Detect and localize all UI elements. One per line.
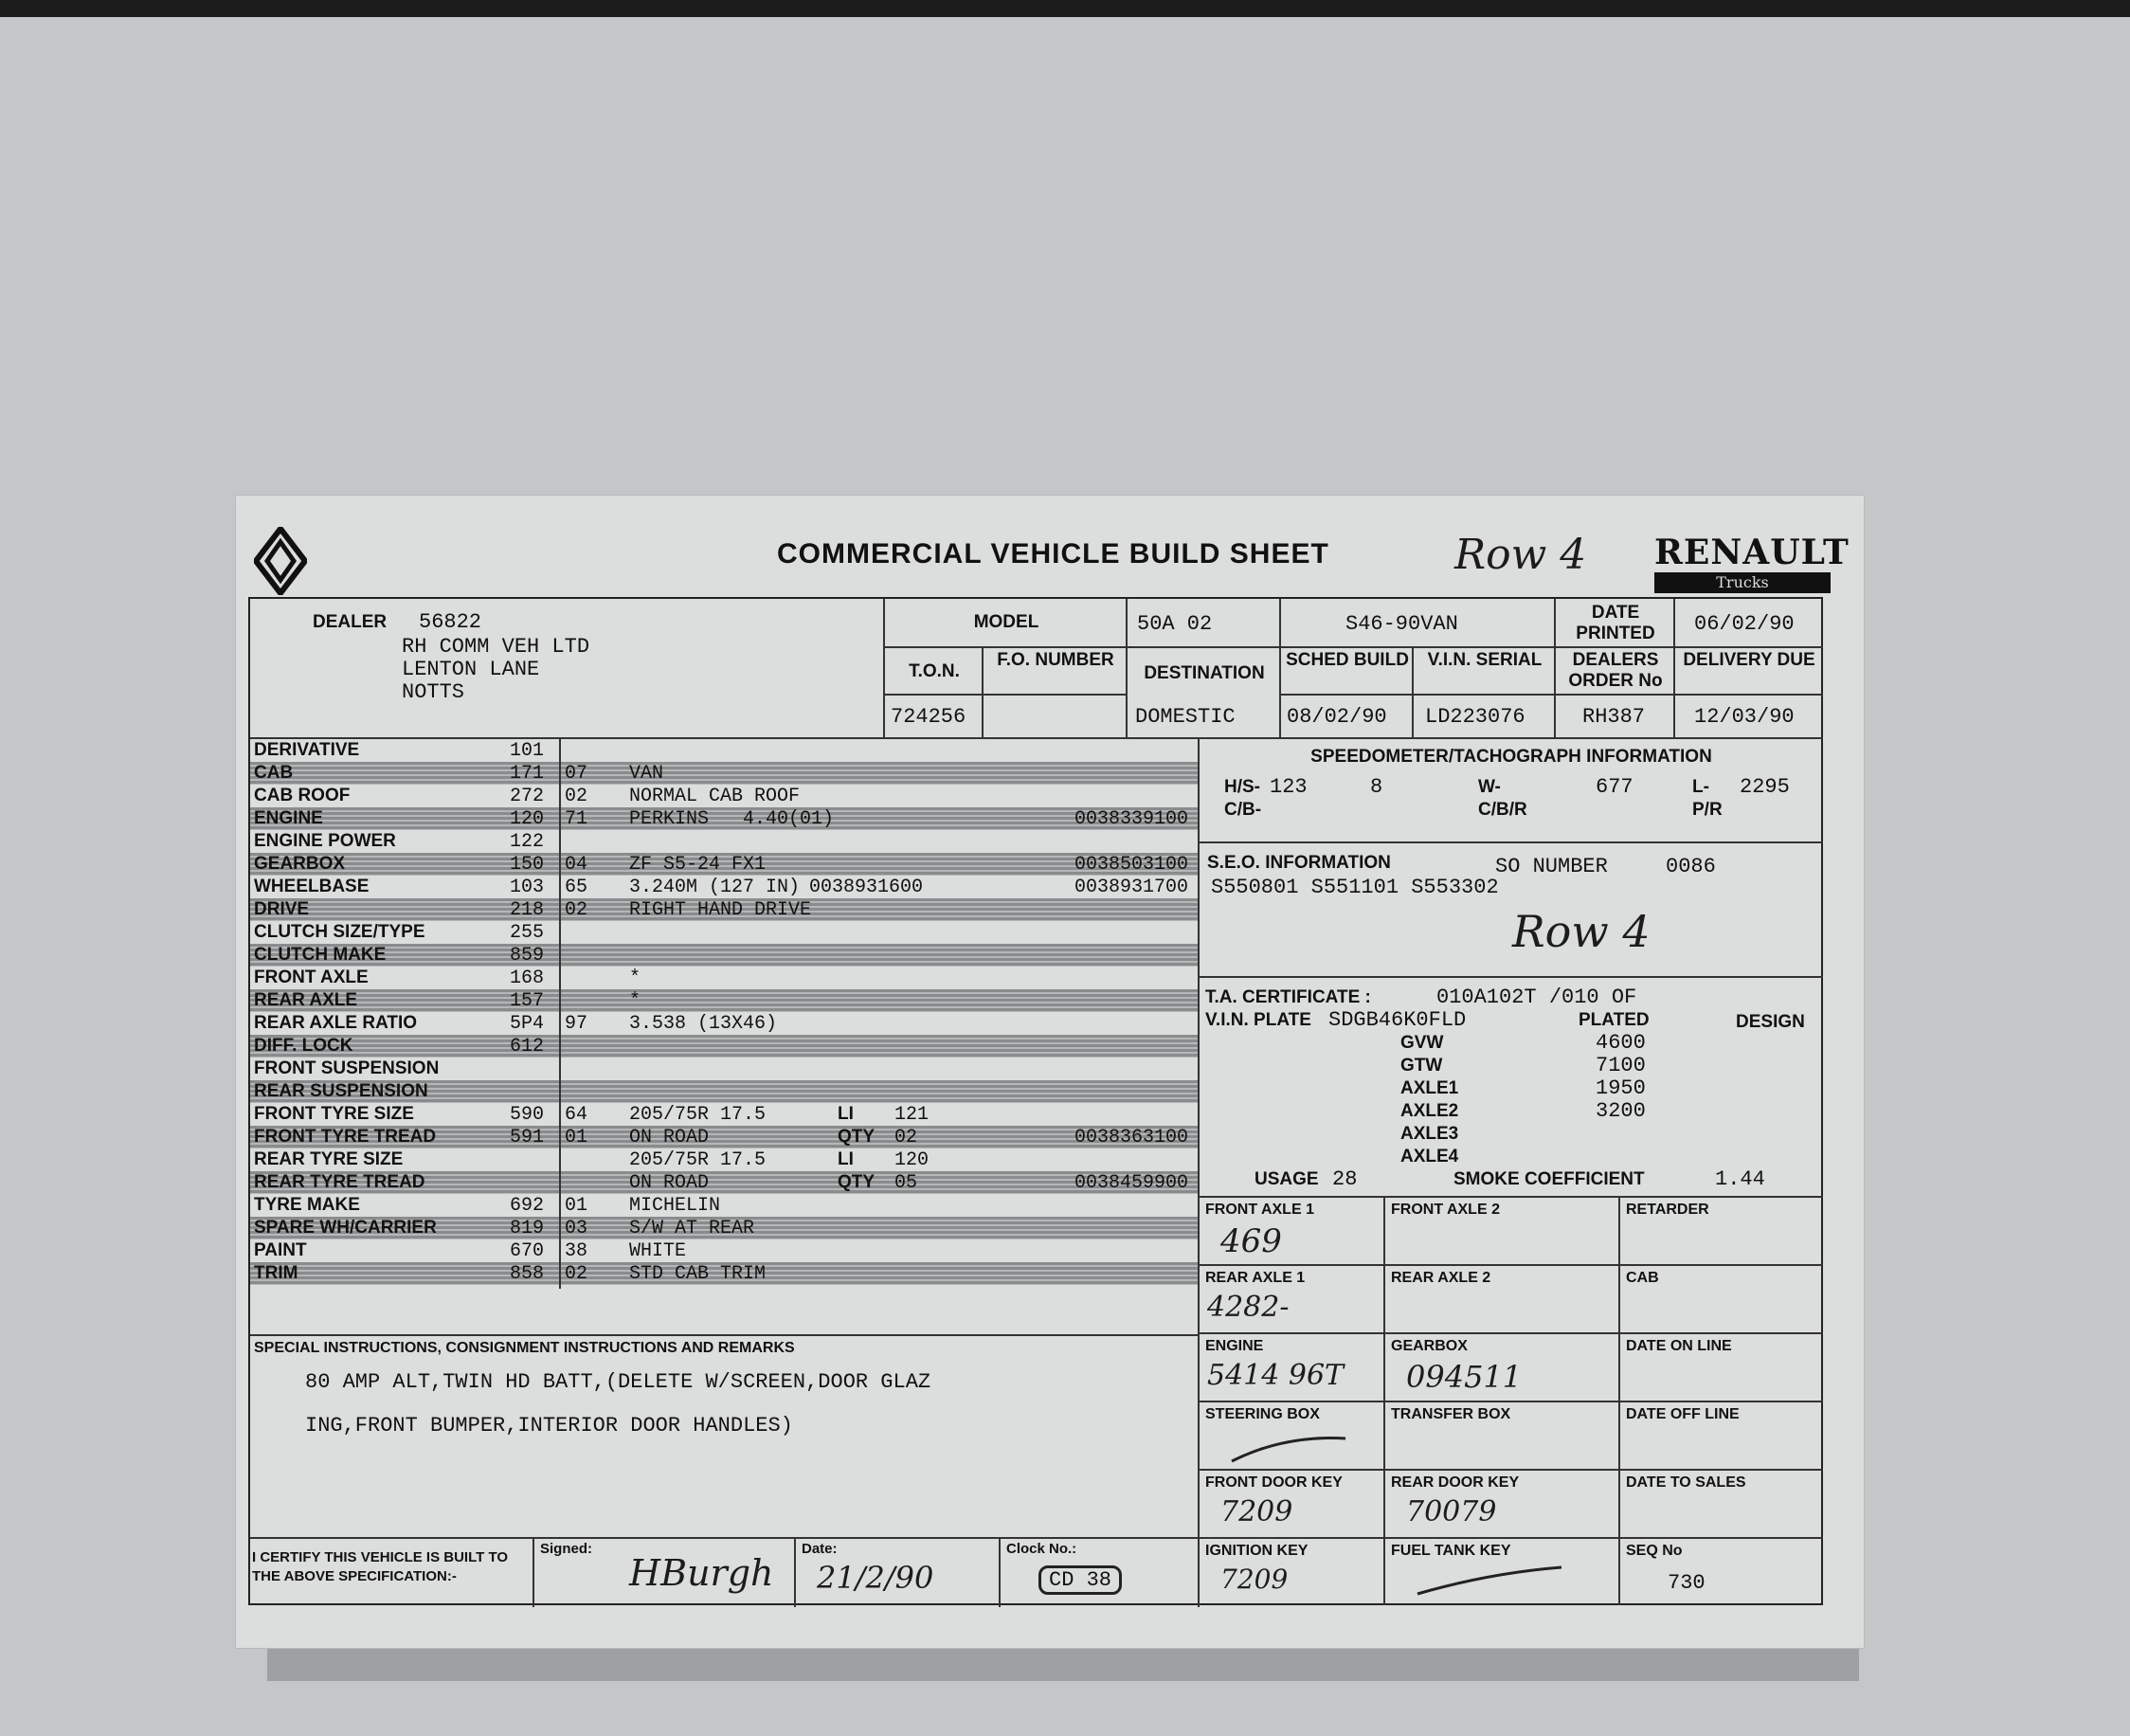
spec-code: 5P4: [509, 1012, 544, 1035]
spec-divider: [559, 739, 561, 1289]
fuel-tank-key-dash-icon: [1414, 1564, 1565, 1598]
speedo-hs: 123: [1270, 775, 1308, 799]
dealer-label: DEALER: [313, 612, 388, 632]
spec-row: [250, 921, 1198, 944]
ta-certificate-value: 010A102T /010 OF: [1436, 986, 1637, 1009]
spec-description: RIGHT HAND DRIVE: [629, 898, 812, 921]
spec-row: [250, 1080, 1198, 1103]
spec-code: 272: [509, 785, 544, 807]
ta-weight-value: 1950: [1596, 1076, 1646, 1100]
date-on-line-cell: DATE ON LINE: [1620, 1334, 1823, 1402]
spec-part-number: 0038931600: [808, 876, 923, 898]
ta-weight-label: AXLE4: [1400, 1147, 1459, 1166]
speedo-w: 677: [1596, 775, 1634, 799]
speedo-hs2: 8: [1370, 775, 1383, 799]
spec-part-number: 0038339100: [1074, 807, 1188, 830]
spec-table: [250, 739, 1198, 1285]
spec-part-number: 0038931700: [1074, 876, 1188, 898]
handwritten-seo-note: Row 4: [1512, 906, 1651, 957]
spec-row: [250, 807, 1198, 830]
seq-number-cell: SEQ No 730: [1626, 1543, 1706, 1595]
steering-box-dash-icon: [1228, 1431, 1351, 1465]
spec-extra-value: 120: [894, 1148, 930, 1171]
dealer-name: RH COMM VEH LTD: [402, 635, 590, 659]
spec-label: REAR TYRE TREAD: [254, 1172, 425, 1192]
spec-code: 101: [509, 739, 544, 762]
dealers-order-label-cell: DEALERS ORDER No: [1556, 648, 1675, 696]
delivery-value-cell: 12/03/90: [1675, 696, 1823, 739]
spec-description: S/W AT REAR: [629, 1217, 755, 1239]
spec-extra-label: QTY: [838, 1127, 875, 1147]
ta-weight-label: AXLE1: [1400, 1078, 1459, 1098]
spec-label: REAR TYRE SIZE: [254, 1149, 404, 1169]
spec-code: 819: [509, 1217, 544, 1239]
spec-option-code: 97: [565, 1012, 588, 1035]
spec-label: FRONT SUSPENSION: [254, 1058, 440, 1078]
spec-label: REAR AXLE RATIO: [254, 1013, 418, 1033]
spec-option-code: 02: [565, 785, 588, 807]
smoke-coefficient-value: 1.44: [1715, 1167, 1765, 1191]
cab-cell: CAB: [1620, 1266, 1823, 1334]
renault-diamond-logo-icon: [254, 527, 307, 595]
spec-option-code: 01: [565, 1194, 588, 1217]
dealers-order-value-cell: RH387: [1556, 696, 1675, 739]
scan-top-edge: [0, 0, 2130, 17]
special-instructions-line-2: ING,FRONT BUMPER,INTERIOR DOOR HANDLES): [305, 1414, 793, 1438]
spec-row: [250, 967, 1198, 989]
spec-part-number: 0038503100: [1074, 853, 1188, 876]
usage-value: 28: [1332, 1167, 1358, 1191]
page-title: COMMERCIAL VEHICLE BUILD SHEET: [777, 538, 1329, 570]
spec-row: [250, 1103, 1198, 1126]
spec-description: *: [629, 967, 641, 989]
vin-plate-value: SDGB46K0FLD: [1328, 1008, 1467, 1032]
spec-row: [250, 1012, 1198, 1035]
spec-label: FRONT TYRE SIZE: [254, 1104, 414, 1124]
signature: HBurgh: [629, 1552, 774, 1594]
fuel-tank-key-cell: FUEL TANK KEY: [1385, 1539, 1620, 1605]
spec-code: 120: [509, 807, 544, 830]
spec-code: 670: [509, 1239, 544, 1262]
delivery-label-cell: DELIVERY DUE: [1675, 648, 1823, 696]
component-grid: [1200, 1198, 1823, 1605]
special-top-rule: [250, 1334, 1198, 1336]
rear-door-key-cell: REAR DOOR KEY 70079: [1385, 1471, 1620, 1539]
spec-description: *: [629, 989, 641, 1012]
spec-description: PERKINS 4.40(01): [629, 807, 835, 830]
spec-description: STD CAB TRIM: [629, 1262, 767, 1285]
spec-description: 205/75R 17.5: [629, 1103, 767, 1126]
rear-door-key-value: 70079: [1406, 1495, 1497, 1528]
speedo-l: 2295: [1740, 775, 1790, 799]
spec-extra-label: LI: [838, 1104, 854, 1124]
spec-part-number: 0038363100: [1074, 1126, 1188, 1148]
spec-row: [250, 762, 1198, 785]
steering-box-cell: STEERING BOX: [1200, 1402, 1385, 1471]
spec-label: TRIM: [254, 1263, 298, 1283]
spec-option-code: 01: [565, 1126, 588, 1148]
spec-row: [250, 830, 1198, 853]
spec-code: 859: [509, 944, 544, 967]
spec-row: [250, 1239, 1198, 1262]
model-label-cell: MODEL: [885, 599, 1128, 648]
spec-description: 3.538 (13X46): [629, 1012, 778, 1035]
front-door-key-cell: FRONT DOOR KEY 7209: [1200, 1471, 1385, 1539]
renault-trucks-logo: RENAULT Trucks: [1654, 533, 1850, 591]
spec-row: [250, 1058, 1198, 1080]
spec-option-code: 02: [565, 1262, 588, 1285]
ta-weight-value: 4600: [1596, 1031, 1646, 1055]
spec-label: CLUTCH SIZE/TYPE: [254, 922, 425, 942]
spec-label: CAB ROOF: [254, 786, 351, 805]
fo-label-cell: F.O. NUMBER: [984, 648, 1128, 696]
spec-code: 590: [509, 1103, 544, 1126]
ta-weight-label: AXLE3: [1400, 1124, 1459, 1144]
spec-row: [250, 853, 1198, 876]
rear-axle-2-cell: REAR AXLE 2: [1385, 1266, 1620, 1334]
spec-row: [250, 898, 1198, 921]
spec-row: [250, 739, 1198, 762]
build-sheet-form: [248, 597, 1823, 1605]
ignition-key-value: 7209: [1220, 1564, 1289, 1595]
spec-extra-value: 05: [894, 1171, 918, 1194]
gearbox-number-cell: GEARBOX 094511: [1385, 1334, 1620, 1402]
certification-row: I CERTIFY THIS VEHICLE IS BUILT TO THE ABOVE SPECIFICATION:- Signed: HBurgh Date: 21/2/90 Clock No.: CD 38: [250, 1537, 1198, 1605]
ta-weight-value: 3200: [1596, 1099, 1646, 1123]
ta-weight-label: AXLE2: [1400, 1101, 1459, 1121]
spec-description: 205/75R 17.5: [629, 1148, 767, 1171]
seo-codes: S550801 S551101 S553302: [1211, 876, 1499, 899]
spec-label: REAR AXLE: [254, 990, 358, 1010]
spec-label: FRONT AXLE: [254, 967, 369, 987]
spec-label: TYRE MAKE: [254, 1195, 360, 1215]
spec-label: FRONT TYRE TREAD: [254, 1127, 437, 1147]
spec-row: [250, 1126, 1198, 1148]
spec-code: 612: [509, 1035, 544, 1058]
spec-label: SPARE WH/CARRIER: [254, 1218, 437, 1238]
spec-part-number: 0038459900: [1074, 1171, 1188, 1194]
special-instructions-label: SPECIAL INSTRUCTIONS, CONSIGNMENT INSTRUCTIONS AND REMARKS: [254, 1340, 795, 1356]
dealer-block: [250, 599, 885, 739]
spec-row: [250, 785, 1198, 807]
spec-code: 591: [509, 1126, 544, 1148]
date-printed-cell: 06/02/90: [1675, 599, 1823, 648]
vin-value-cell: LD223076: [1414, 696, 1556, 739]
spec-label: ENGINE: [254, 808, 323, 828]
front-axle-1-value: 469: [1220, 1222, 1282, 1260]
dealer-number: 56822: [419, 610, 482, 634]
spec-option-code: 03: [565, 1217, 588, 1239]
spec-extra-value: 02: [894, 1126, 918, 1148]
ta-weight-value: 7100: [1596, 1054, 1646, 1077]
spec-option-code: 65: [565, 876, 588, 898]
seo-panel: S.E.O. INFORMATION SO NUMBER 0086 S550801 S551101 S553302 Row 4: [1200, 843, 1823, 978]
seo-label: S.E.O. INFORMATION: [1207, 853, 1391, 873]
spec-code: 157: [509, 989, 544, 1012]
spec-description: MICHELIN: [629, 1194, 721, 1217]
front-axle-1-cell: FRONT AXLE 1 469: [1200, 1198, 1385, 1266]
spec-label: CAB: [254, 763, 294, 783]
spec-row: [250, 944, 1198, 967]
ton-value-cell: 724256: [885, 696, 984, 739]
speedo-panel: SPEEDOMETER/TACHOGRAPH INFORMATION H/S- 123 8 W- 677 L- 2295 C/B- C/B/R P/R: [1200, 739, 1823, 843]
dealer-county: NOTTS: [402, 680, 465, 704]
ta-weight-label: GVW: [1400, 1033, 1444, 1053]
sched-label-cell: SCHED BUILD: [1281, 648, 1414, 696]
spec-option-code: 07: [565, 762, 588, 785]
transfer-box-cell: TRANSFER BOX: [1385, 1402, 1620, 1471]
spec-extra-label: QTY: [838, 1172, 875, 1192]
spec-description: NORMAL CAB ROOF: [629, 785, 801, 807]
date-to-sales-cell: DATE TO SALES: [1620, 1471, 1823, 1539]
spec-row: [250, 1217, 1198, 1239]
ton-label-cell: T.O.N.: [885, 648, 984, 696]
spec-option-code: 71: [565, 807, 588, 830]
rear-axle-1-value: 4282-: [1207, 1291, 1290, 1324]
ta-certificate-panel: T.A. CERTIFICATE : 010A102T /010 OF V.I.N. PLATE SDGB46K0FLD PLATED DESIGN GVW 4600 GTW 7100 AXLE1 1950 AXLE2 3200 AXLE3 AXLE4 USAGE 28 SMOKE COEFFICIENT 1.44: [1200, 978, 1823, 1198]
engine-number-value: 5414 96T: [1207, 1359, 1345, 1392]
certification-date: 21/2/90: [817, 1560, 934, 1596]
spec-label: PAINT: [254, 1240, 307, 1260]
spec-row: [250, 1148, 1198, 1171]
spec-row: [250, 1194, 1198, 1217]
special-instructions-line-1: 80 AMP ALT,TWIN HD BATT,(DELETE W/SCREEN,DOOR GLAZ: [305, 1370, 931, 1394]
destination-cell: DESTINATION DOMESTIC: [1128, 648, 1281, 739]
speedo-title: SPEEDOMETER/TACHOGRAPH INFORMATION: [1310, 747, 1712, 767]
sheet-shadow: [267, 1647, 1859, 1681]
spec-option-code: 38: [565, 1239, 588, 1262]
spec-code: 168: [509, 967, 544, 989]
spec-row: [250, 989, 1198, 1012]
spec-option-code: 04: [565, 853, 588, 876]
spec-row: [250, 1171, 1198, 1194]
retarder-cell: RETARDER: [1620, 1198, 1823, 1266]
ta-weight-label: GTW: [1400, 1056, 1443, 1076]
spec-code: 150: [509, 853, 544, 876]
model-code-cell: 50A 02: [1128, 599, 1281, 648]
model-name-cell: S46-90VAN: [1281, 599, 1556, 648]
gearbox-number-value: 094511: [1406, 1359, 1523, 1395]
spec-code: 218: [509, 898, 544, 921]
handwritten-row-note: Row 4: [1454, 531, 1587, 579]
rear-axle-1-cell: REAR AXLE 1 4282-: [1200, 1266, 1385, 1334]
destination-value: DOMESTIC: [1135, 705, 1236, 729]
certification-statement: I CERTIFY THIS VEHICLE IS BUILT TO THE ABOVE SPECIFICATION:-: [252, 1549, 509, 1584]
spec-label: CLUTCH MAKE: [254, 945, 387, 965]
clock-number-stamp: CD 38: [1038, 1565, 1122, 1595]
spec-option-code: 64: [565, 1103, 588, 1126]
vin-label-cell: V.I.N. SERIAL: [1414, 648, 1556, 696]
spec-option-code: 02: [565, 898, 588, 921]
spec-label: DIFF. LOCK: [254, 1036, 353, 1056]
ignition-key-cell: IGNITION KEY 7209: [1200, 1539, 1385, 1605]
spec-label: ENGINE POWER: [254, 831, 396, 851]
date-printed-label-cell: DATE PRINTED: [1556, 599, 1675, 648]
sched-value-cell: 08/02/90: [1281, 696, 1414, 739]
spec-description: ON ROAD: [629, 1126, 710, 1148]
fo-value-cell: [984, 696, 1128, 739]
spec-extra-label: LI: [838, 1149, 854, 1169]
spec-row: [250, 1035, 1198, 1058]
spec-code: 858: [509, 1262, 544, 1285]
spec-description: WHITE: [629, 1239, 687, 1262]
spec-label: GEARBOX: [254, 854, 346, 874]
spec-code: 171: [509, 762, 544, 785]
spec-label: DRIVE: [254, 899, 310, 919]
spec-row: [250, 876, 1198, 898]
spec-code: 122: [509, 830, 544, 853]
spec-row: [250, 1262, 1198, 1285]
date-off-line-cell: DATE OFF LINE: [1620, 1402, 1823, 1471]
spec-description: 3.240M (127 IN): [629, 876, 801, 898]
spec-description: ON ROAD: [629, 1171, 710, 1194]
spec-label: REAR SUSPENSION: [254, 1081, 428, 1101]
spec-extra-value: 121: [894, 1103, 930, 1126]
seq-number-value: 730: [1668, 1571, 1706, 1595]
spec-description: ZF S5-24 FX1: [629, 853, 767, 876]
spec-label: WHEELBASE: [254, 877, 370, 896]
front-axle-2-cell: FRONT AXLE 2: [1385, 1198, 1620, 1266]
so-number: 0086: [1666, 855, 1716, 878]
spec-label: DERIVATIVE: [254, 740, 360, 760]
spec-code: 255: [509, 921, 544, 944]
spec-description: VAN: [629, 762, 664, 785]
front-door-key-value: 7209: [1220, 1495, 1293, 1528]
dealer-address-line: LENTON LANE: [402, 658, 540, 681]
spec-code: 692: [509, 1194, 544, 1217]
engine-number-cell: ENGINE 5414 96T: [1200, 1334, 1385, 1402]
spec-code: 103: [509, 876, 544, 898]
